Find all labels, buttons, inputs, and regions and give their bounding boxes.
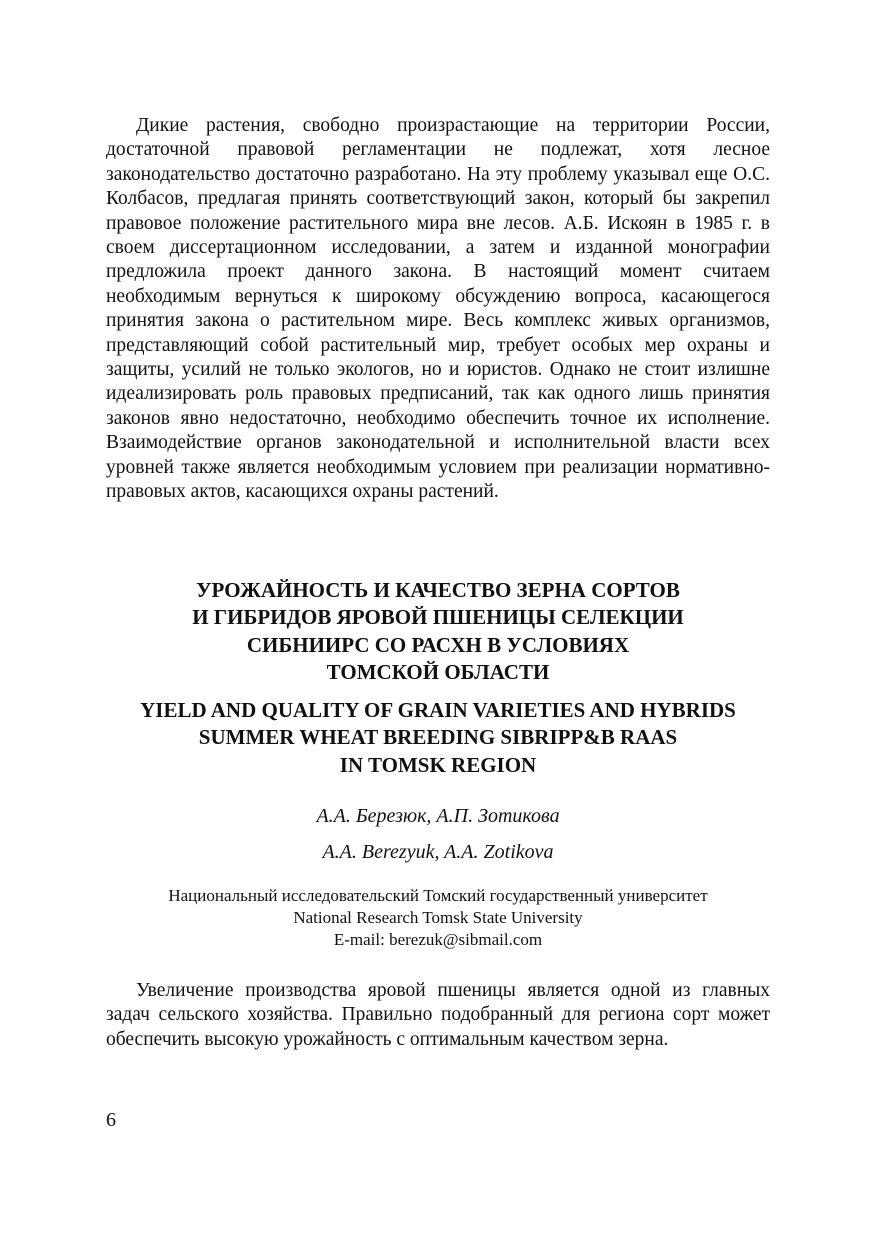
affiliation-russian: Национальный исследовательский Томский государственный университет (168, 886, 708, 905)
article-title-russian (106, 577, 770, 687)
author-email: E-mail: berezuk@sibmail.com (333, 930, 543, 949)
article-title-english (106, 697, 770, 780)
affiliation-english: National Research Tomsk State University (293, 908, 583, 927)
title-ru-line: СИБНИИРС СО РАСХН В УСЛОВИЯХ (246, 632, 630, 657)
title-ru-line: УРОЖАЙНОСТЬ И КАЧЕСТВО ЗЕРНА СОРТОВ (196, 577, 680, 602)
page-number: 6 (106, 1109, 116, 1131)
authors-english: A.A. Berezyuk, A.A. Zotikova (322, 841, 554, 863)
body-paragraph: Увеличение производства яровой пшеницы является одной из главных задач сельского хозяйства. Правильно подобранный для региона сорт может обеспечить высокую урожайность с оптимальным качеством зерна. (106, 980, 770, 1050)
authors-russian: А.А. Березюк, А.П. Зотикова (316, 805, 560, 827)
page-content (106, 114, 770, 1052)
title-ru-line: И ГИБРИДОВ ЯРОВОЙ ПШЕНИЦЫ СЕЛЕКЦИИ (192, 605, 684, 629)
title-ru-line: ТОМСКОЙ ОБЛАСТИ (326, 660, 550, 684)
title-en-line: YIELD AND QUALITY OF GRAIN VARIETIES AND HYBRIDS (140, 697, 736, 722)
title-en-line: IN TOMSK REGION (339, 752, 537, 777)
affiliation-block (106, 885, 770, 951)
intro-paragraph: Дикие растения, свободно произрастающие на территории России, достаточной правовой регламентации не подлежат, хотя лесное законодательство достаточно разработано. На эту проблему указывал еще О.С. Колбасов, предлагая принять соответствующий закон, который бы закрепил правовое положение растительного мира вне лесов. А.Б. Искоян в 1985 г. в своем диссертационном исследовании, а затем и изданной монографии предложила проект данного закона. В настоящий момент считаем необходимым вернуться к широкому обсуждению вопроса, касающегося принятия закона о растительном мире. Весь комплекс живых организмов, представляющий собой растительный мир, требует особых мер охраны и защиты, усилий не только экологов, но и юристов. Однако не стоит излишне идеализировать роль правовых предписаний, так как одного лишь принятия законов явно недостаточно, необходимо обеспечить точное их исполнение. Взаимодействие органов законодательной и исполнительной власти всех уровней также является необходимым условием при реализации нормативно-правовых актов, касающихся охраны растений. (106, 115, 770, 503)
title-en-line: SUMMER WHEAT BREEDING SIBRIPP&B RAAS (198, 725, 678, 749)
